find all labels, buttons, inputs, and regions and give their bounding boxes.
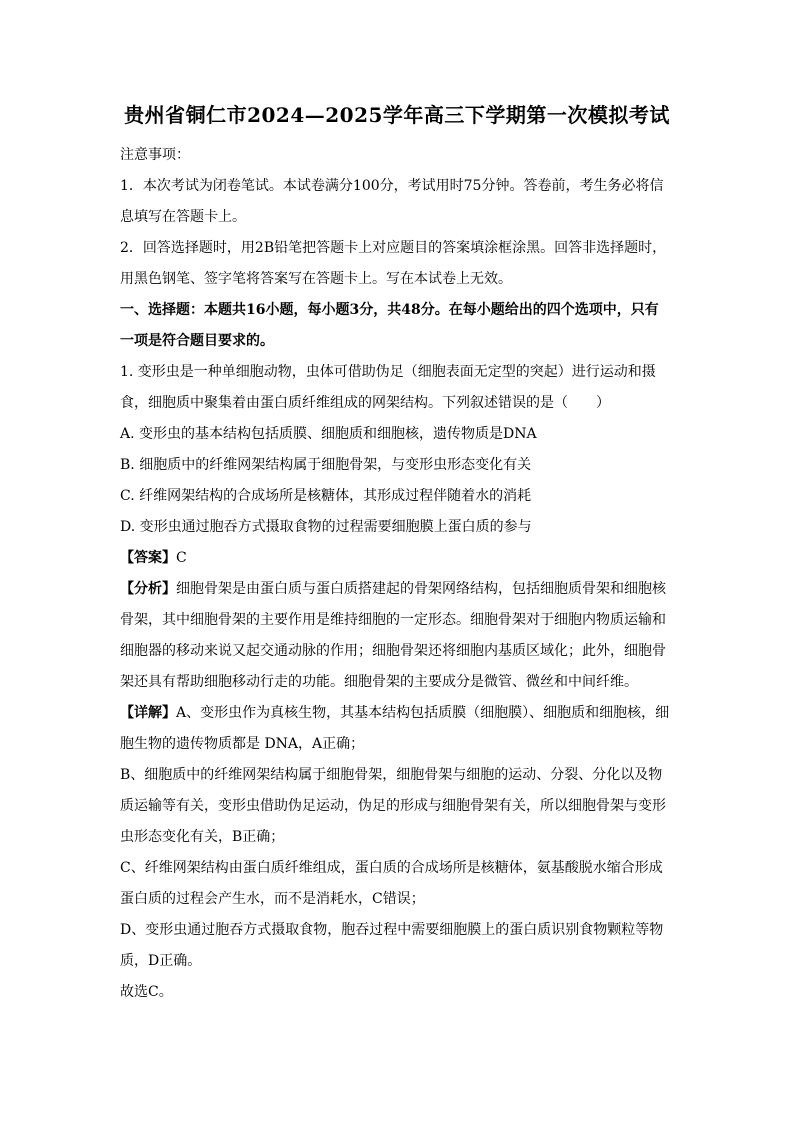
notice-line-1: 1．本次考试为闭卷笔试。本试卷满分100分，考试用时75分钟。答卷前，考生务必将信 — [120, 178, 664, 194]
answer-value: C — [176, 550, 187, 566]
analysis-line-2: 骨架，其中细胞骨架的主要作用是维持细胞的一定形态。细胞骨架对于细胞内物质运输和 — [120, 612, 666, 628]
option-b: B. 细胞质中的纤维网架结构属于细胞骨架，与变形虫形态变化有关 — [120, 457, 532, 473]
detail-line-8: D、变形虫通过胞吞方式摄取食物，胞吞过程中需要细胞膜上的蛋白质识别食物颗粒等物 — [120, 922, 664, 938]
page-title: 贵州省铜仁市2024—2025学年高三下学期第一次模拟考试 — [124, 103, 670, 127]
conclusion-line: 故选C。 — [120, 984, 173, 1000]
detail-line-4: 质运输等有关，变形虫借助伪足运动，伪足的形成与细胞骨架有关，所以细胞骨架与变形 — [120, 798, 666, 814]
analysis-text-1: 细胞骨架是由蛋白质与蛋白质搭建起的骨架网络结构，包括细胞质骨架和细胞核 — [176, 581, 666, 597]
analysis-line-1 — [120, 574, 674, 605]
notice-line-2: 息填写在答题卡上。 — [120, 209, 246, 225]
analysis-tag: 【分析】 — [120, 581, 176, 597]
detail-line-9: 质，D正确。 — [120, 953, 202, 969]
detail-line-1 — [120, 698, 674, 729]
detail-line-5: 虫形态变化有关，B正确； — [120, 829, 285, 845]
notice-line-3: 2．回答选择题时，用2B铅笔把答题卡上对应题目的答案填涂框涂黑。回答非选择题时， — [120, 240, 667, 256]
option-d: D. 变形虫通过胞吞方式摄取食物的过程需要细胞膜上蛋白质的参与 — [120, 519, 532, 535]
answer-tag: 【答案】 — [120, 550, 176, 566]
analysis-line-4: 架还具有帮助细胞移动行走的功能。细胞骨架的主要成分是微管、微丝和中间纤维。 — [120, 674, 638, 690]
notice-heading: 注意事项： — [120, 147, 190, 163]
analysis-line-3: 细胞器的移动来说又起交通动脉的作用；细胞骨架还将细胞内基质区域化；此外，细胞骨 — [120, 643, 666, 659]
detail-tag: 【详解】 — [120, 705, 176, 721]
notice-line-4: 用黑色钢笔、签字笔将答案写在答题卡上。写在本试卷上无效。 — [120, 271, 512, 287]
detail-line-7: 蛋白质的过程会产生水，而不是消耗水，C错误； — [120, 891, 425, 907]
section-heading-line-1: 一、选择题：本题共16小题，每小题3分，共48分。在每小题给出的四个选项中，只有 — [120, 302, 659, 318]
question-stem-line-2: 食，细胞质中聚集着由蛋白质纤维组成的网架结构。下列叙述错误的是（ ） — [120, 395, 610, 411]
section-heading-line-2: 一项是符合题目要求的。 — [120, 333, 274, 349]
option-c: C. 纤维网架结构的合成场所是核糖体，其形成过程伴随着水的消耗 — [120, 488, 532, 504]
detail-line-6: C、纤维网架结构由蛋白质纤维组成，蛋白质的合成场所是核糖体，氨基酸脱水缩合形成 — [120, 860, 663, 876]
answer-line — [120, 543, 674, 574]
detail-line-3: B、细胞质中的纤维网架结构属于细胞骨架，细胞骨架与细胞的运动、分裂、分化以及物 — [120, 767, 663, 783]
detail-line-2: 胞生物的遗传物质都是 DNA，A正确； — [120, 736, 365, 752]
option-a: A. 变形虫的基本结构包括质膜、细胞质和细胞核，遗传物质是DNA — [120, 426, 537, 442]
detail-text-1: A、变形虫作为真核生物，其基本结构包括质膜（细胞膜）、细胞质和细胞核，细 — [176, 705, 670, 721]
question-stem-line-1: 1. 变形虫是一种单细胞动物，虫体可借助伪足（细胞表面无定型的突起）进行运动和摄 — [120, 364, 656, 380]
